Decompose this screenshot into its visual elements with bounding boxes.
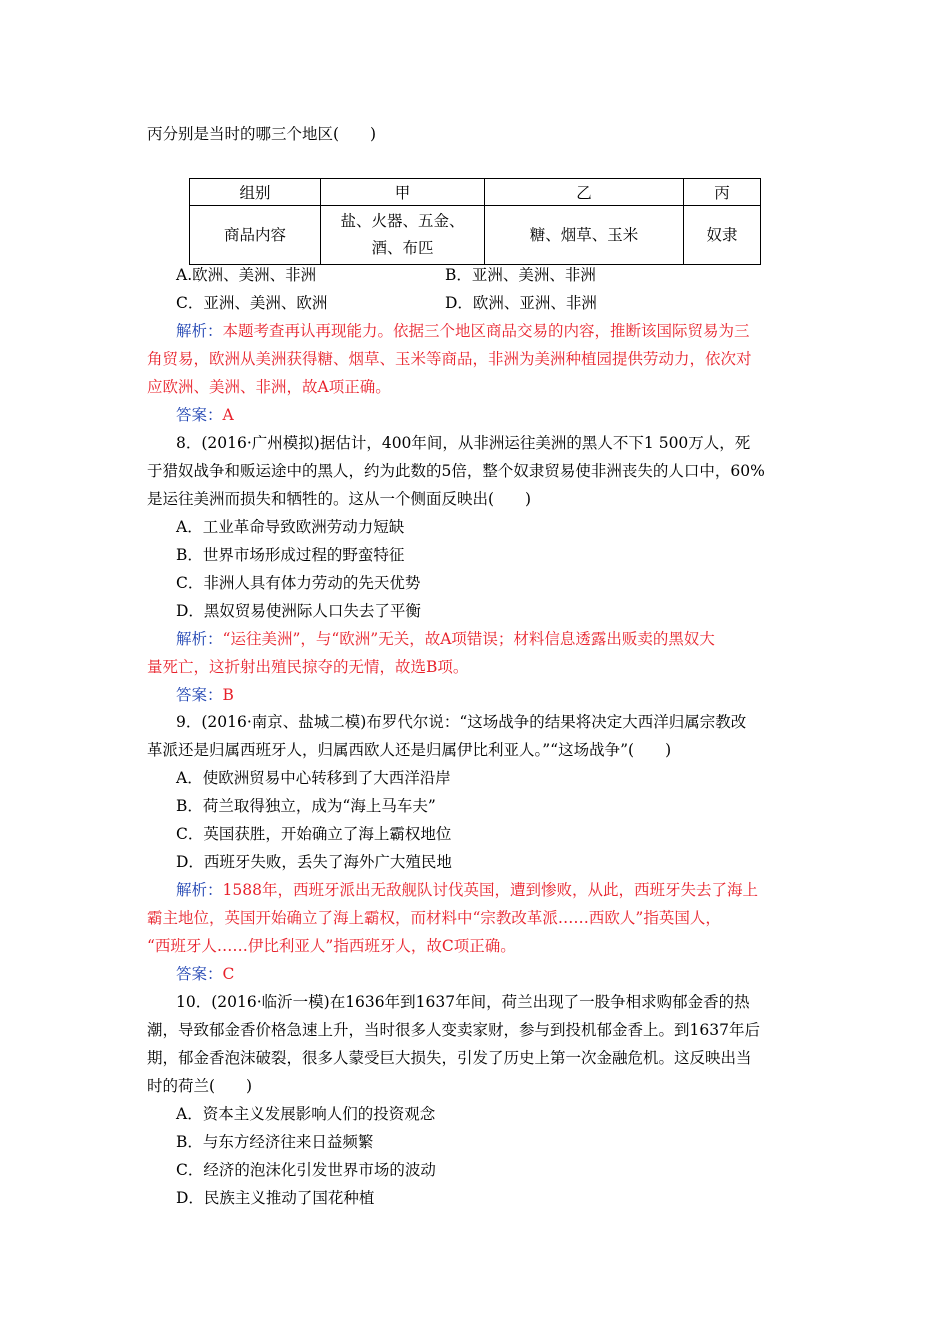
option-a: A．使欧洲贸易中心转移到了大西洋沿岸: [176, 769, 451, 787]
option-d: D．民族主义推动了国花种植: [176, 1189, 375, 1207]
question-stem: 革派还是归属西班牙人，归属西欧人还是归属伊比利亚人。”“这场战争”( ): [147, 741, 672, 759]
analysis-text: “运往美洲”，与“欧洲”无关，故A项错误；材料信息透露出贩卖的黑奴大: [222, 630, 715, 648]
table-header-cell: 乙: [485, 179, 684, 206]
option-b: B．与东方经济往来日益频繁: [176, 1133, 374, 1151]
goods-table: [189, 178, 761, 265]
table-row: [190, 206, 761, 265]
answer-label: 答案：: [176, 965, 223, 983]
question-stem: 时的荷兰( ): [147, 1077, 253, 1095]
question-stem: 是运往美洲而损失和牺牲的。这从一个侧面反映出( ): [147, 490, 532, 508]
analysis-line: “西班牙人……伊比利亚人”指西班牙人，故C项正确。: [147, 937, 516, 955]
question-stem: 9．(2016·南京、盐城二模)布罗代尔说：“这场战争的结果将决定大西洋归属宗教改: [176, 713, 747, 731]
table-cell-line: 酒、布匹: [371, 239, 434, 257]
analysis-line: 角贸易，欧洲从美洲获得糖、烟草、玉米等商品，非洲为美洲种植园提供劳动力，依次对: [147, 350, 752, 368]
question-stem: 于猎奴战争和贩运途中的黑人，约为此数的5倍，整个奴隶贸易使非洲丧失的人口中，60%: [147, 462, 765, 480]
answer-value: B: [222, 686, 234, 704]
table-header-cell: 丙: [684, 179, 761, 206]
option-c: C．非洲人具有体力劳动的先天优势: [176, 574, 421, 592]
table-cell: [321, 206, 485, 265]
answer-line: [176, 405, 234, 425]
table-header-cell: 甲: [321, 179, 485, 206]
option-a: A.欧洲、美洲、非洲: [176, 266, 317, 284]
table-header-cell: 组别: [190, 179, 321, 206]
question-stem: 8．(2016·广州模拟)据估计，400年间，从非洲运往美洲的黑人不下1 500万人，死: [176, 434, 751, 452]
answer-value: C: [222, 965, 235, 983]
option-c: C．英国获胜，开始确立了海上霸权地位: [176, 825, 452, 843]
option-d: D．黑奴贸易使洲际人口失去了平衡: [176, 602, 421, 620]
analysis-label: 解析：: [176, 630, 223, 648]
answer-label: 答案：: [176, 406, 223, 424]
option-d: D．欧洲、亚洲、非洲: [445, 294, 597, 312]
option-c: C．经济的泡沫化引发世界市场的波动: [176, 1161, 436, 1179]
table-header-row: [190, 179, 761, 206]
answer-line: [176, 685, 234, 705]
table-cell-line: 盐、火器、五金、: [340, 212, 465, 230]
analysis-text: 1588年，西班牙派出无敌舰队讨伐英国，遭到惨败，从此，西班牙失去了海上: [222, 881, 758, 899]
analysis-line: 量死亡，这折射出殖民掠夺的无情，故选B项。: [147, 658, 469, 676]
analysis-label: 解析：: [176, 881, 223, 899]
question-stem: 期，郁金香泡沫破裂，很多人蒙受巨大损失，引发了历史上第一次金融危机。这反映出当: [147, 1049, 752, 1067]
option-b: B．荷兰取得独立，成为“海上马车夫”: [176, 797, 436, 815]
answer-line: [176, 964, 234, 984]
analysis-line: [176, 880, 758, 900]
analysis-line: [176, 629, 715, 649]
table-row-label: 商品内容: [190, 206, 321, 265]
question-intro: 丙分别是当时的哪三个地区( ): [147, 125, 377, 143]
analysis-label: 解析：: [176, 322, 223, 340]
question-stem: 潮，导致郁金香价格急速上升，当时很多人变卖家财，参与到投机郁金香上。到1637年后: [147, 1021, 760, 1039]
option-d: D．西班牙失败，丢失了海外广大殖民地: [176, 853, 452, 871]
analysis-line: [176, 321, 750, 341]
option-a: A．资本主义发展影响人们的投资观念: [176, 1105, 436, 1123]
answer-label: 答案：: [176, 686, 223, 704]
answer-value: A: [222, 406, 234, 424]
table-cell: 糖、烟草、玉米: [485, 206, 684, 265]
option-a: A．工业革命导致欧洲劳动力短缺: [176, 518, 405, 536]
analysis-line: 霸主地位，英国开始确立了海上霸权，而材料中“宗教改革派……西欧人”指英国人，: [147, 909, 721, 927]
table-cell: 奴隶: [684, 206, 761, 265]
option-c: C．亚洲、美洲、欧洲: [176, 294, 328, 312]
option-b: B．亚洲、美洲、非洲: [445, 266, 596, 284]
question-stem: 10．(2016·临沂一模)在1636年到1637年间，荷兰出现了一股争相求购郁金香的热: [176, 993, 750, 1011]
analysis-line: 应欧洲、美洲、非洲，故A项正确。: [147, 378, 391, 396]
analysis-text: 本题考查再认再现能力。依据三个地区商品交易的内容，推断该国际贸易为三: [222, 322, 750, 340]
option-b: B．世界市场形成过程的野蛮特征: [176, 546, 405, 564]
